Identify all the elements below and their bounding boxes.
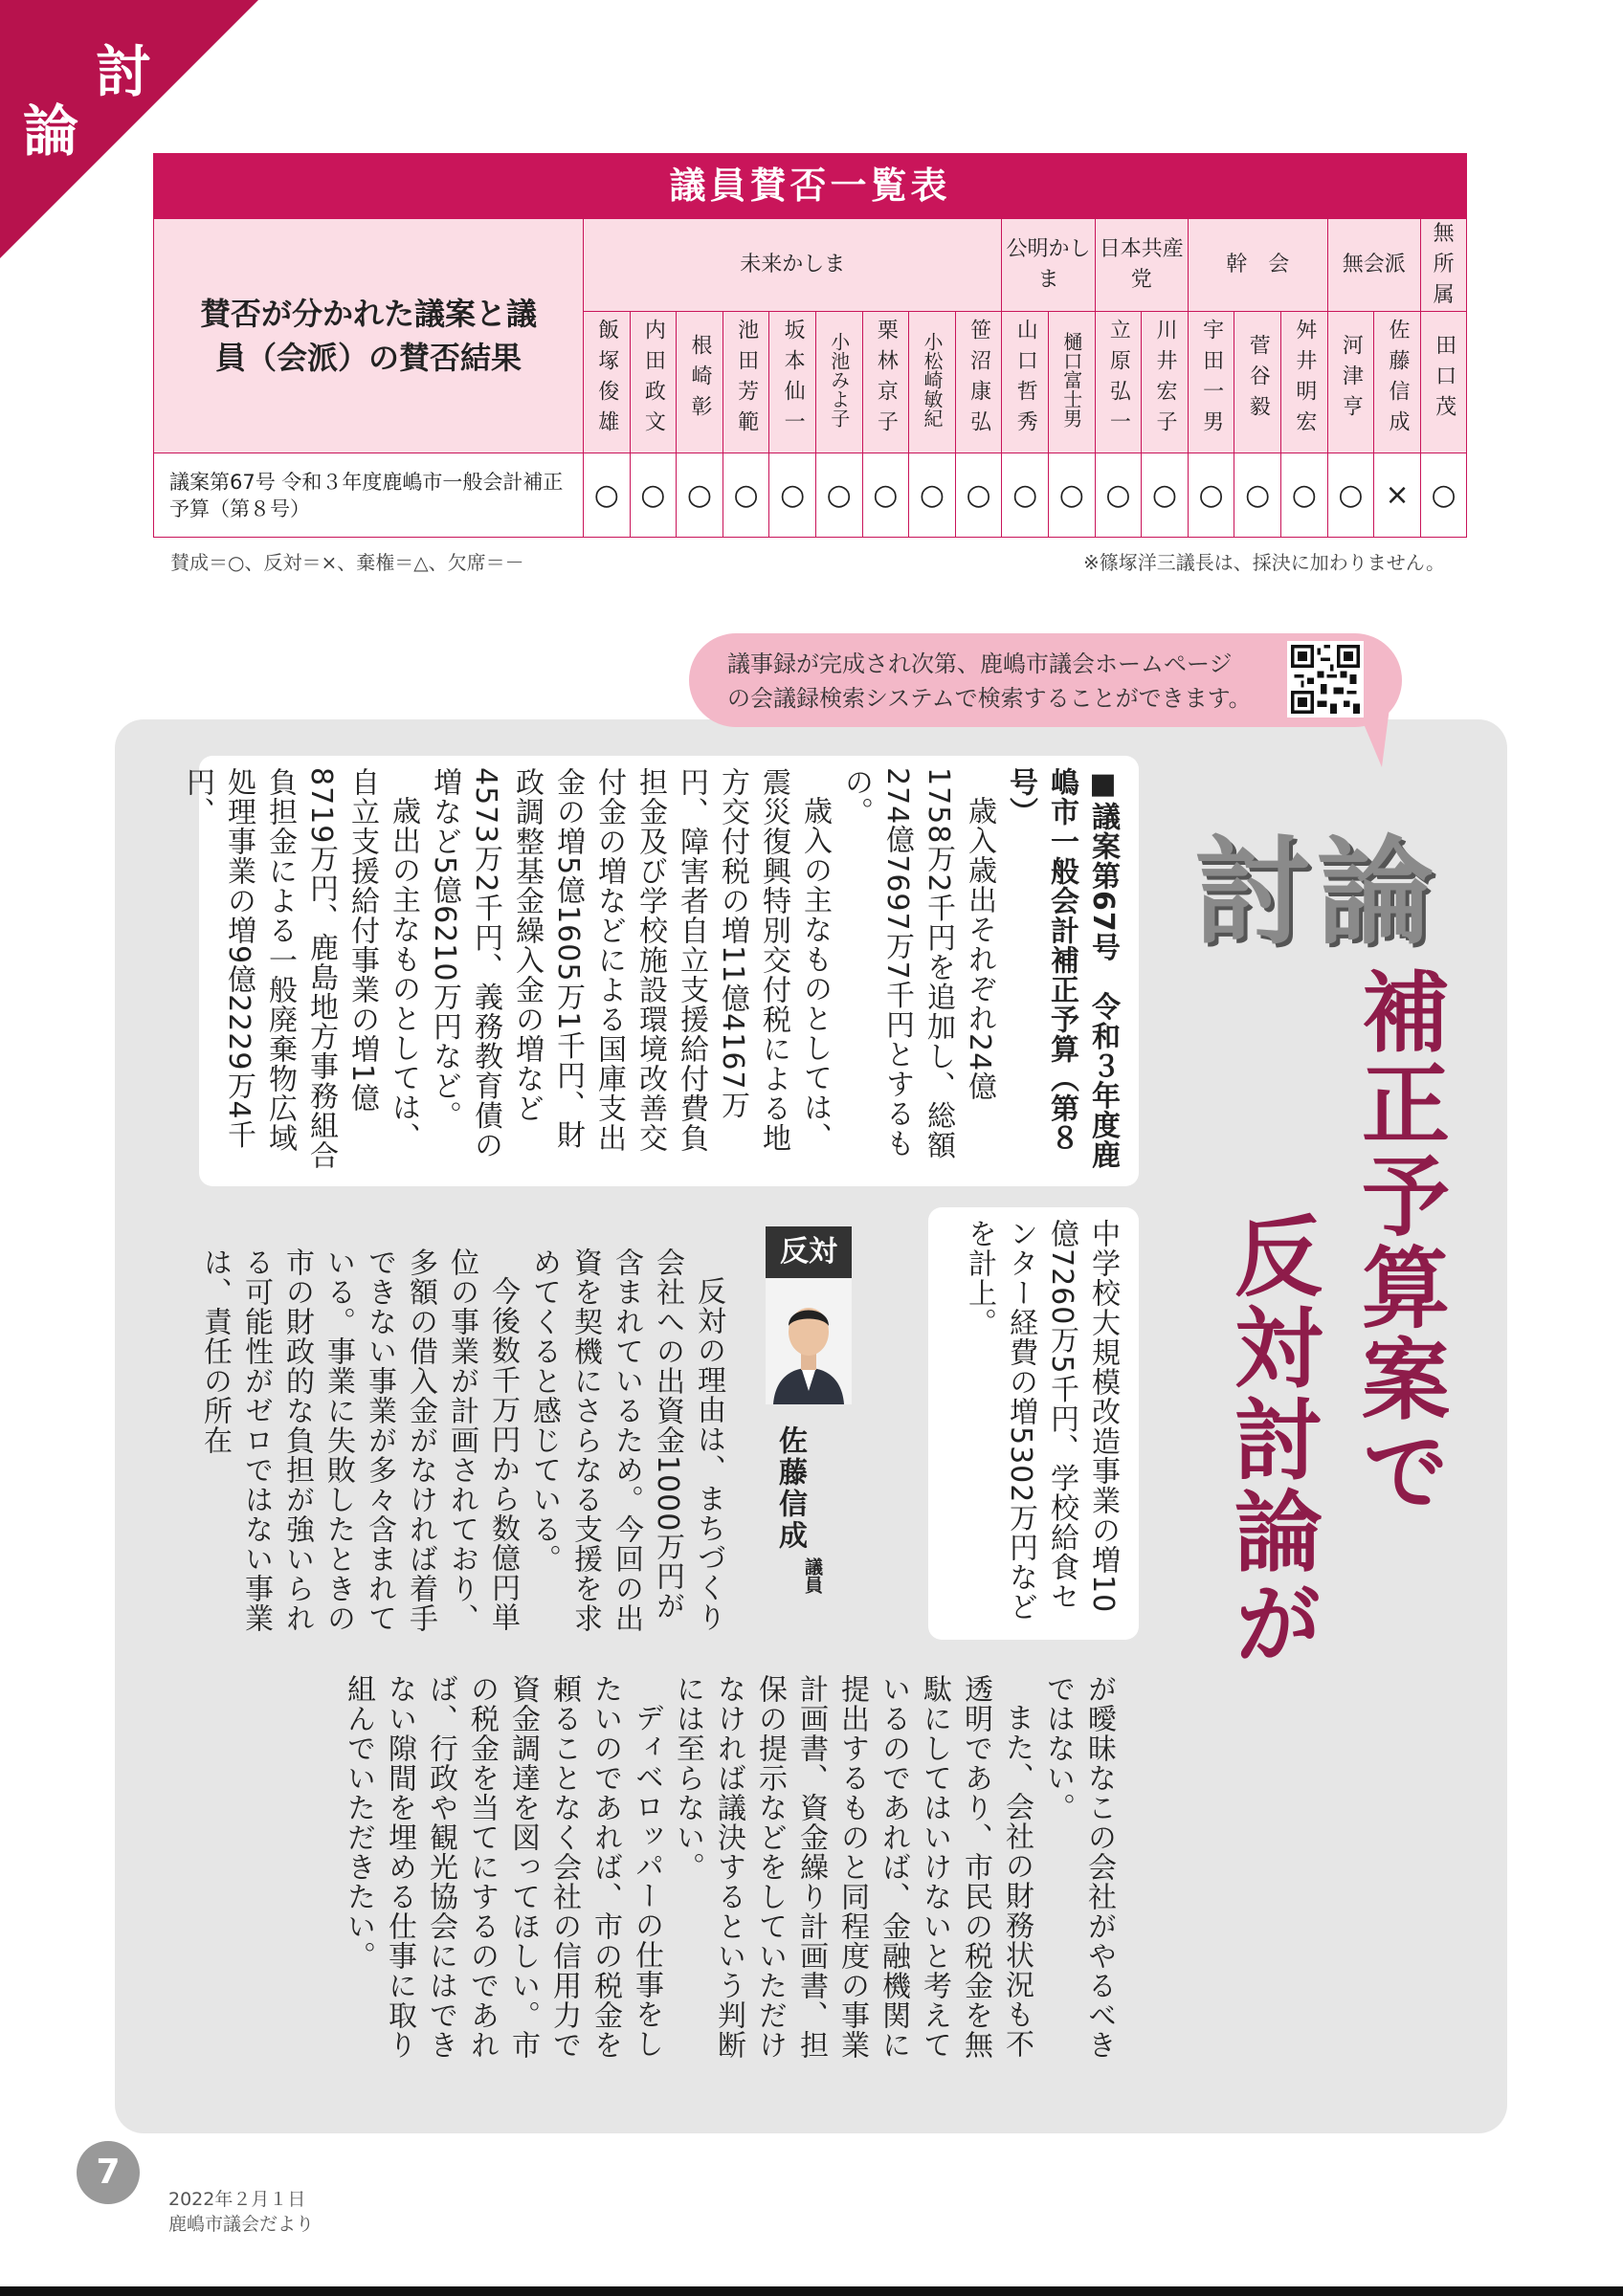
bill-label: 議案第67号 令和３年度鹿嶋市一般会計補正予算（第８号） <box>154 453 584 538</box>
member-header <box>1234 312 1281 453</box>
member-header-name: 樋口富士男 <box>1059 331 1083 428</box>
opinion-p5: ディベロッパーの仕事をしたいのであれば、市の税金を頼ることなく会社の信用力で資金調達を図ってほしい。市の税金を当てにするのであれば、行政や観光協会にはできない隙間を埋める仕事に取り組んでいただきたい。 <box>342 1674 663 2060</box>
bill-summary-continued-text <box>959 1219 1123 1628</box>
opinion-text-upper <box>194 1247 729 1634</box>
member-header-name: 飯塚俊雄 <box>594 318 619 441</box>
group-header: 無会派 <box>1327 219 1420 312</box>
member-header <box>723 312 769 453</box>
member-header <box>1002 312 1049 453</box>
bill-summary-title: ■議案第67号 令和３年度鹿嶋市一般会計補正予算（第８号） <box>1004 767 1120 1170</box>
member-header-name: 菅谷毅 <box>1246 333 1271 426</box>
bill-summary-p1: 歳入歳出それぞれ24億1758万2千円を追加し、総額274億7697万7千円とするもの。 <box>839 767 996 1160</box>
vote-mark: × <box>1374 453 1421 538</box>
member-header <box>1374 312 1421 453</box>
member-header <box>862 312 909 453</box>
member-header <box>584 312 631 453</box>
member-header <box>1281 312 1328 453</box>
bill-summary-text <box>177 767 1123 1175</box>
member-header <box>909 312 956 453</box>
member-photo <box>766 1278 852 1404</box>
vote-mark: ○ <box>1234 453 1281 538</box>
group-header: 未来かしま <box>584 219 1002 312</box>
member-header <box>1049 312 1096 453</box>
headline-line-2: 反対討論が <box>1220 1210 1323 1669</box>
member-header <box>677 312 723 453</box>
info-bubble-text <box>727 647 1252 716</box>
headline-line-1: 補正予算案で <box>1347 966 1450 1517</box>
corner-char-1: 討 <box>96 39 152 104</box>
footer-rule <box>0 2286 1623 2296</box>
opinion-p4: また、会社の財務状況も不透明であり、市民の税金を無駄にしてはいけないと考えているのであれば、金融機関に提出するものと同程度の事業計画書、資金繰り計画書、担保の提示などをしていただけなければ議決するという判断には至らない。 <box>671 1674 1034 2060</box>
opinion-p3: が曖昧なこの会社がやるべきではない。 <box>1041 1674 1116 2060</box>
vote-mark: ○ <box>909 453 956 538</box>
bill-summary-p4: 中学校大規模改造事業の増10億7260万5千円、学校給食センター経費の増5302万円などを計上。 <box>963 1219 1120 1623</box>
vote-mark: ○ <box>723 453 769 538</box>
member-title: 議員 <box>802 1557 823 1594</box>
bill-summary-p3: 歳出の主なものとしては、自立支援給付事業の増1億8719万円、鹿島地方事務組合負担金による一般廃棄物広域処理事業の増9億2229万4千円、 <box>181 767 420 1171</box>
member-header-name: 宇田一男 <box>1199 318 1224 441</box>
member-header-name: 川井宏子 <box>1153 318 1177 441</box>
vote-table-title: 議員賛否一覧表 <box>153 153 1467 218</box>
vote-table-section <box>153 153 1467 538</box>
vote-mark: ○ <box>1049 453 1096 538</box>
vote-mark: ○ <box>862 453 909 538</box>
publication-name: 鹿嶋市議会だより <box>168 2214 315 2235</box>
member-header-name: 栗林京子 <box>874 318 899 441</box>
member-header <box>769 312 816 453</box>
member-header <box>815 312 862 453</box>
page-number: 7 <box>77 2141 140 2204</box>
vote-mark: ○ <box>1327 453 1374 538</box>
vote-legend: 賛成＝○、反対＝×、棄権＝△、欠席＝－ <box>170 551 524 574</box>
vote-mark: ○ <box>769 453 816 538</box>
vote-mark: ○ <box>1188 453 1234 538</box>
info-bubble-line1: 議事録が完成され次第、鹿嶋市議会ホームページ <box>727 651 1233 677</box>
member-header-name: 田口茂 <box>1432 333 1456 426</box>
vote-mark: ○ <box>1281 453 1328 538</box>
vote-mark: ○ <box>1420 453 1467 538</box>
member-header <box>955 312 1002 453</box>
vote-mark: ○ <box>677 453 723 538</box>
group-header: 幹 会 <box>1188 219 1327 312</box>
member-header <box>1327 312 1374 453</box>
vote-mark: ○ <box>630 453 677 538</box>
member-header-name: 小松崎敏紀 <box>920 331 944 428</box>
corner-char-2: 論 <box>23 99 79 164</box>
vote-mark: ○ <box>1002 453 1049 538</box>
bill-summary-p2: 歳入の主なものとしては、震災復興特別交付税による地方交付税の増11億4167万円、障害者自立支援給付費負担金及び学校施設環境改善交付金の増などによる国庫支出金の増5億1605万1千円、財政調整基金繰入金の増など4573万2千円、義務教育債の増など5億6210万円など。 <box>428 767 832 1160</box>
member-header-name: 池田芳範 <box>734 318 759 441</box>
member-header <box>630 312 677 453</box>
qr-code-icon[interactable] <box>1287 641 1364 718</box>
member-header-name: 立原弘一 <box>1106 318 1131 441</box>
vote-table-caption: 賛否が分かれた議案と議員（会派）の賛否結果 <box>154 219 584 453</box>
member-header-name: 根崎彰 <box>687 333 712 426</box>
member-header-name: 河津亨 <box>1339 333 1364 426</box>
against-label: 反対 <box>766 1226 852 1278</box>
issue-date: 2022年２月１日 <box>168 2189 306 2210</box>
member-header-name: 内田政文 <box>641 318 666 441</box>
member-header <box>1095 312 1142 453</box>
vote-table <box>153 218 1467 538</box>
member-header <box>1142 312 1189 453</box>
vote-mark: ○ <box>1095 453 1142 538</box>
member-header <box>1188 312 1234 453</box>
group-header: 日本共産党 <box>1095 219 1188 312</box>
opinion-p1: 反対の理由は、まちづくり会社への出資金1000万円が含まれているため。今回の出資を契機にさらなる支援を求めてくると感じている。 <box>527 1247 725 1633</box>
member-header-name: 笹沼康弘 <box>967 318 991 441</box>
vote-mark: ○ <box>815 453 862 538</box>
vote-mark: ○ <box>1142 453 1189 538</box>
vote-mark: ○ <box>955 453 1002 538</box>
member-name: 佐藤信成 <box>773 1425 807 1552</box>
vote-mark: ○ <box>584 453 631 538</box>
member-header-name: 坂本仙一 <box>781 318 806 441</box>
member-header-name: 小池みよ子 <box>827 331 851 428</box>
discussion-heading: 討論 <box>1194 825 1439 960</box>
member-header-name: 舛井明宏 <box>1292 318 1317 441</box>
group-header: 無所属 <box>1420 219 1467 312</box>
chair-note: ※篠塚洋三議長は、採決に加わりません。 <box>1083 551 1445 574</box>
group-header: 公明かしま <box>1002 219 1095 312</box>
member-header <box>1420 312 1467 453</box>
opinion-text-lower <box>338 1674 1120 2087</box>
member-header-name: 山口哲秀 <box>1013 318 1038 441</box>
member-header-name: 佐藤信成 <box>1386 318 1411 441</box>
opinion-p2: 今後数千万円から数億円単位の事業が計画されており、多額の借入金がなければ着手できない事業が多々含まれている。事業に失敗したときの市の財政的な負担が強いられる可能性がゼロではない事業は、責任の所在 <box>198 1247 520 1633</box>
info-bubble-line2: の会議録検索システムで検索することができます。 <box>727 685 1252 712</box>
